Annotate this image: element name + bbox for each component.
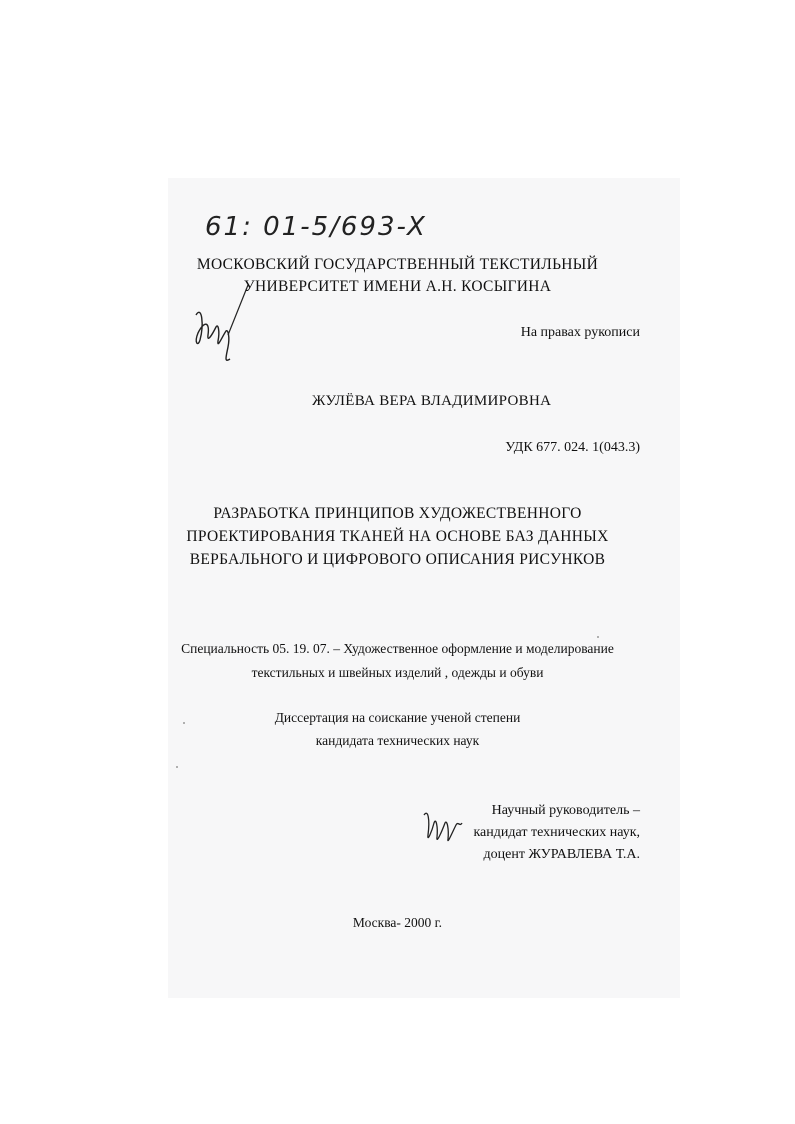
specialty-line-2: текстильных и швейных изделий , одежды и обуви [251,665,544,680]
institution-line-2: УНИВЕРСИТЕТ ИМЕНИ А.Н. КОСЫГИНА [243,278,552,295]
supervisor-line-1: Научный руководитель – [491,803,640,818]
scan-speck [176,766,178,768]
degree-line-2: кандидата технических наук [315,733,480,748]
institution-line-1: МОСКОВСКИЙ ГОСУДАРСТВЕННЫЙ ТЕКСТИЛЬНЫЙ [196,256,599,273]
title-line-2: ПРОЕКТИРОВАНИЯ ТКАНЕЙ НА ОСНОВЕ БАЗ ДАННЫХ [186,528,609,545]
specialty-line-1: Специальность 05. 19. 07. – Художественное оформление и моделирование [181,641,614,656]
signature-supervisor [420,805,470,855]
author-name: ЖУЛЁВА ВЕРА ВЛАДИМИРОВНА [312,393,552,409]
scan-speck [183,722,185,724]
title-line-3: ВЕРБАЛЬНОГО И ЦИФРОВОГО ОПИСАНИЯ РИСУНКОВ [189,551,606,568]
rights-note: На правах рукописи [520,325,640,340]
scan-speck [597,636,599,638]
signature-left [188,285,258,365]
archive-code-handwritten: 61: 01-5/693-X [205,212,427,242]
udc-code: УДК 677. 024. 1(043.3) [505,440,640,455]
supervisor-line-3: доцент ЖУРАВЛЕВА Т.А. [483,847,640,862]
supervisor-line-2: кандидат технических наук, [473,825,640,840]
place-year: Москва- 2000 г. [352,915,443,930]
title-line-1: РАЗРАБОТКА ПРИНЦИПОВ ХУДОЖЕСТВЕННОГО [213,505,582,522]
degree-line-1: Диссертация на соискание ученой степени [274,710,521,725]
